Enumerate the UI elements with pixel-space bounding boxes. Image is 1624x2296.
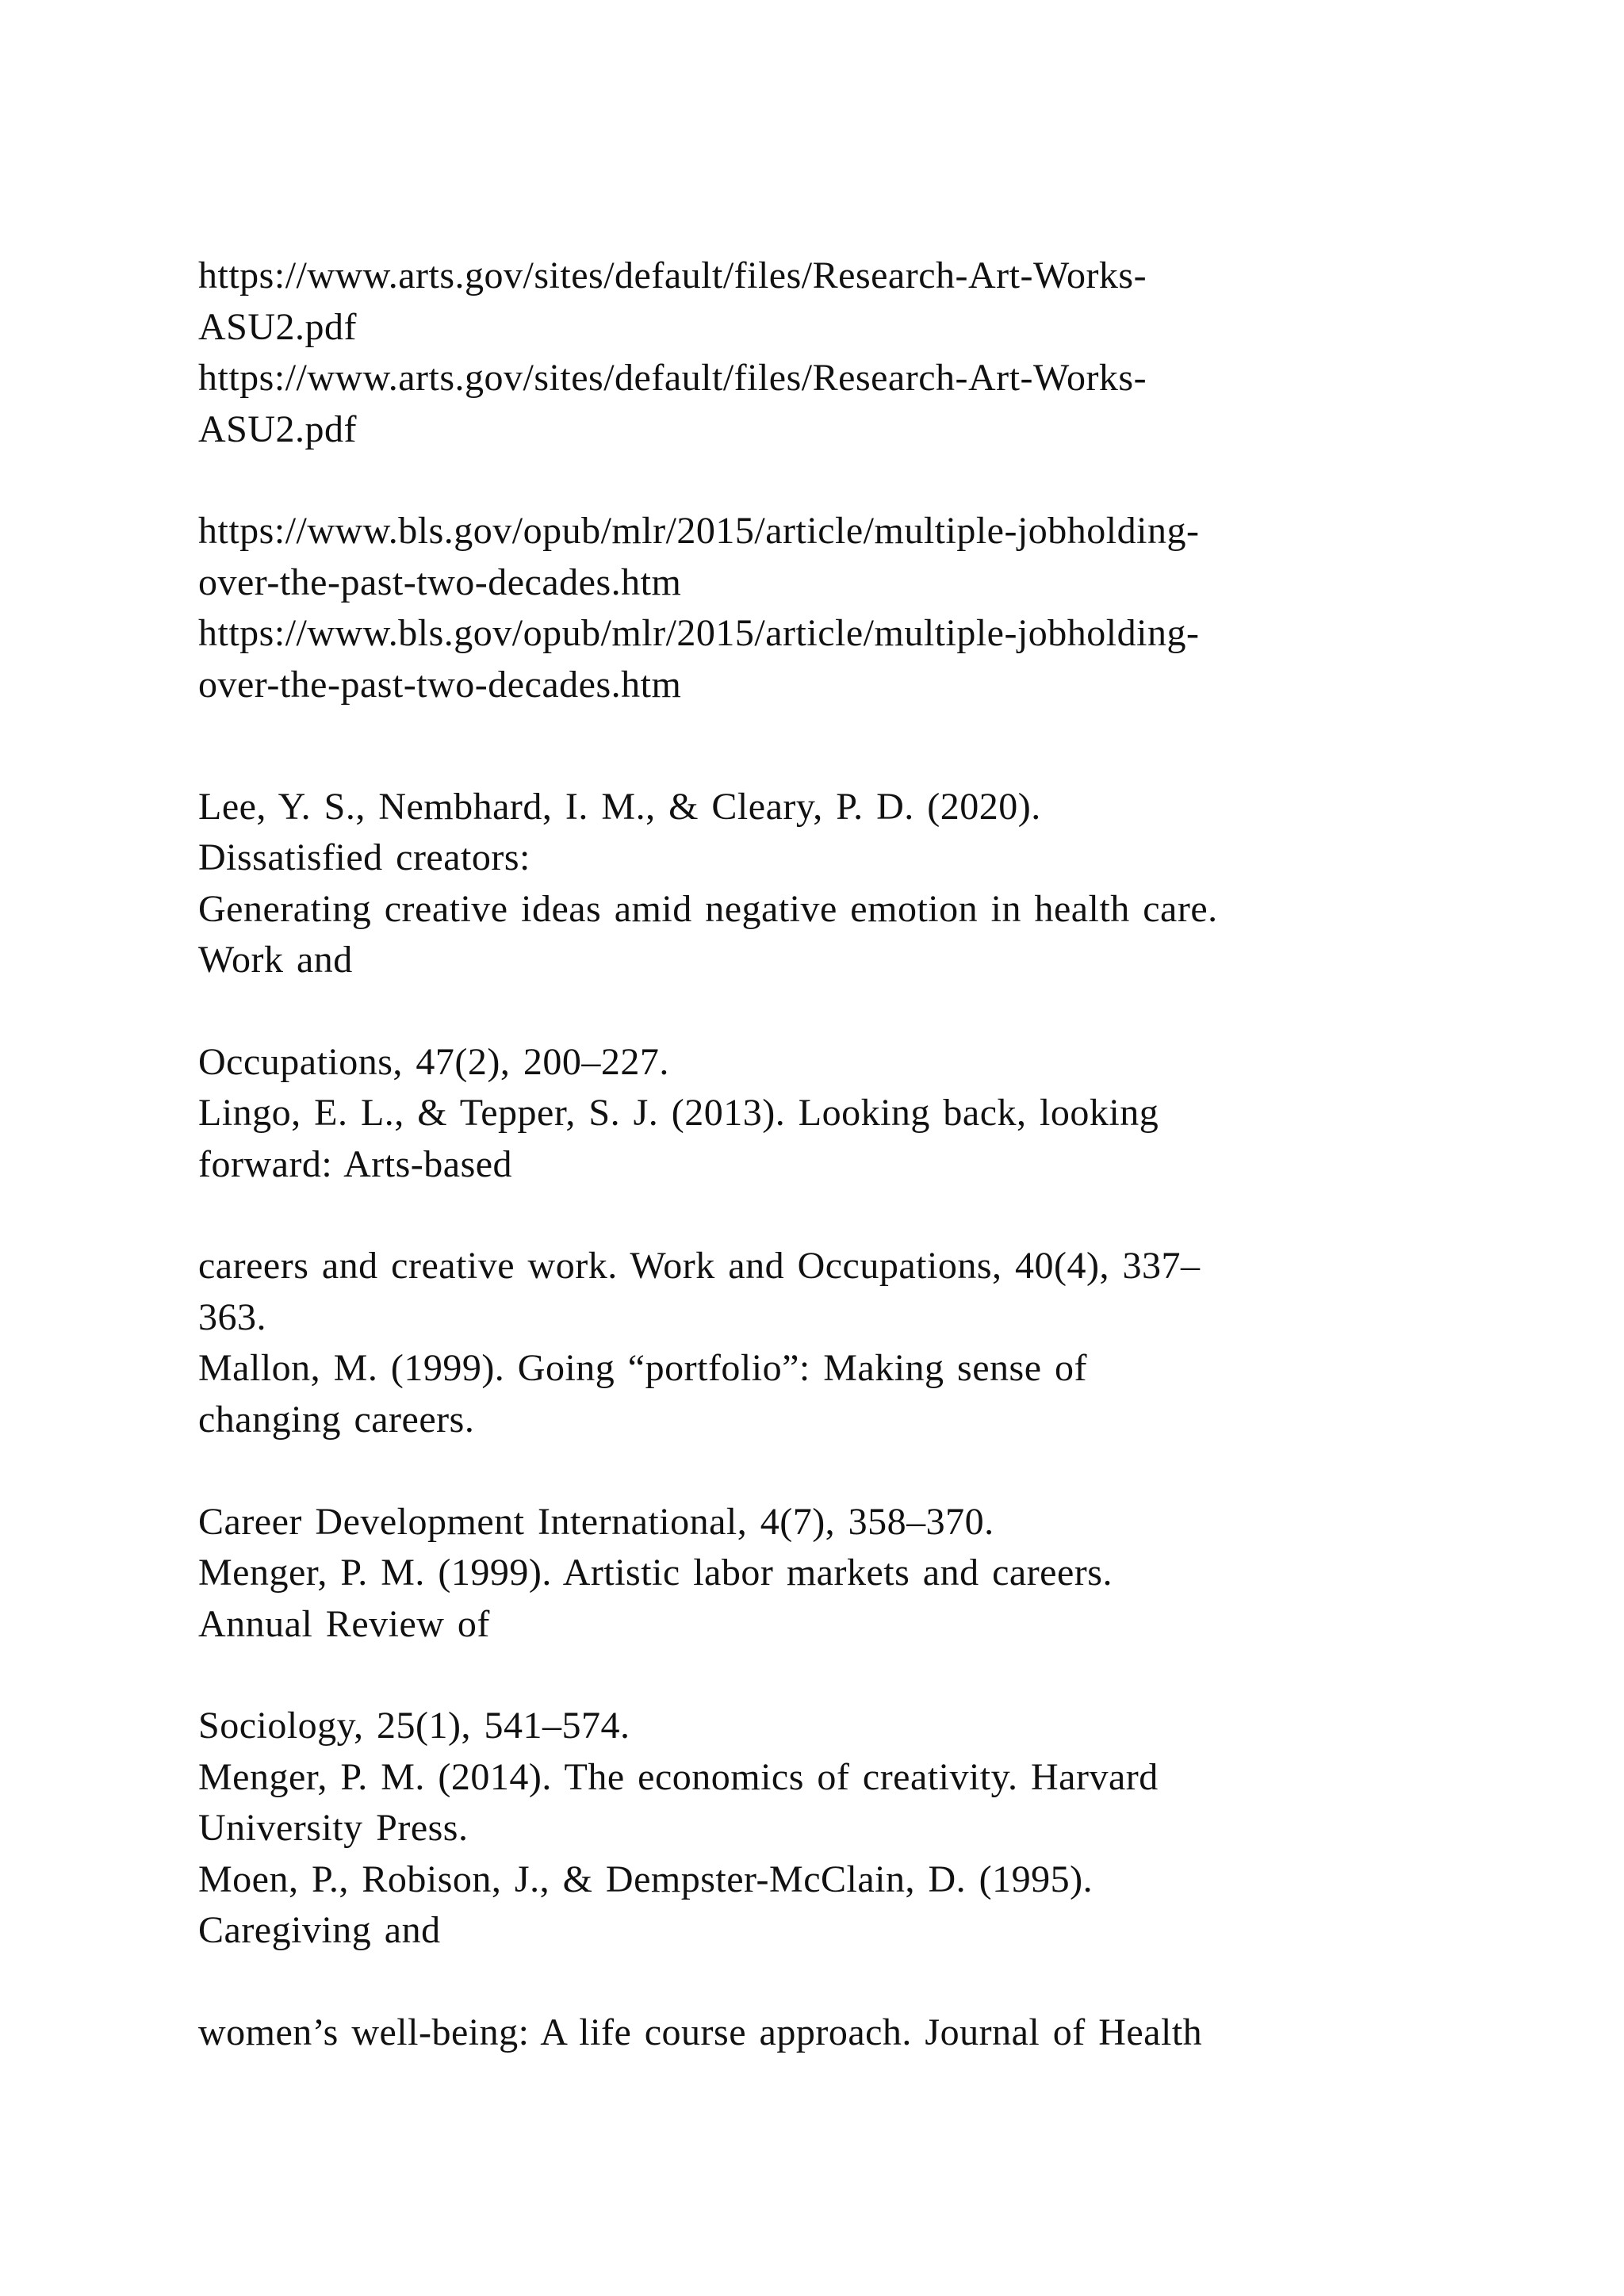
reference-url-line: over-the-past-two-decades.htm: [198, 664, 682, 706]
reference-line: Menger, P. M. (2014). The economics of creativity. Harvard: [198, 1756, 1159, 1798]
reference-url-line: ASU2.pdf: [198, 408, 358, 450]
reference-line: changing careers.: [198, 1399, 475, 1441]
reference-line: 363.: [198, 1296, 266, 1338]
reference-url-line: https://www.bls.gov/opub/mlr/2015/article/multiple-jobholding-: [198, 510, 1200, 552]
reference-line: University Press.: [198, 1807, 469, 1849]
reference-line: Work and: [198, 939, 353, 981]
reference-url-line: https://www.arts.gov/sites/default/files/Research-Art-Works-: [198, 254, 1147, 297]
reference-line: Moen, P., Robison, J., & Dempster-McClain, D. (1995).: [198, 1858, 1094, 1900]
reference-line: Occupations, 47(2), 200–227.: [198, 1041, 669, 1083]
reference-line: Caregiving and: [198, 1909, 441, 1951]
reference-url-line: over-the-past-two-decades.htm: [198, 561, 682, 603]
reference-line: careers and creative work. Work and Occupations, 40(4), 337–: [198, 1245, 1201, 1287]
reference-line: women’s well-being: A life course approach. Journal of Health: [198, 2011, 1203, 2053]
reference-url-line: https://www.arts.gov/sites/default/files/Research-Art-Works-: [198, 357, 1147, 399]
reference-line: Generating creative ideas amid negative emotion in health care.: [198, 888, 1218, 930]
reference-line: Mallon, M. (1999). Going “portfolio”: Making sense of: [198, 1347, 1087, 1389]
reference-line: Career Development International, 4(7), 358–370.: [198, 1501, 994, 1543]
reference-line: Dissatisfied creators:: [198, 836, 530, 878]
reference-line: Lee, Y. S., Nembhard, I. M., & Cleary, P. D. (2020).: [198, 786, 1041, 828]
reference-url-line: ASU2.pdf: [198, 306, 358, 348]
reference-line: forward: Arts-based: [198, 1143, 513, 1185]
reference-line: Menger, P. M. (1999). Artistic labor markets and careers.: [198, 1552, 1113, 1594]
reference-line: Sociology, 25(1), 541–574.: [198, 1705, 630, 1747]
reference-line: Lingo, E. L., & Tepper, S. J. (2013). Looking back, looking: [198, 1092, 1159, 1134]
reference-line: Annual Review of: [198, 1603, 490, 1645]
reference-url-line: https://www.bls.gov/opub/mlr/2015/article/multiple-jobholding-: [198, 612, 1200, 654]
